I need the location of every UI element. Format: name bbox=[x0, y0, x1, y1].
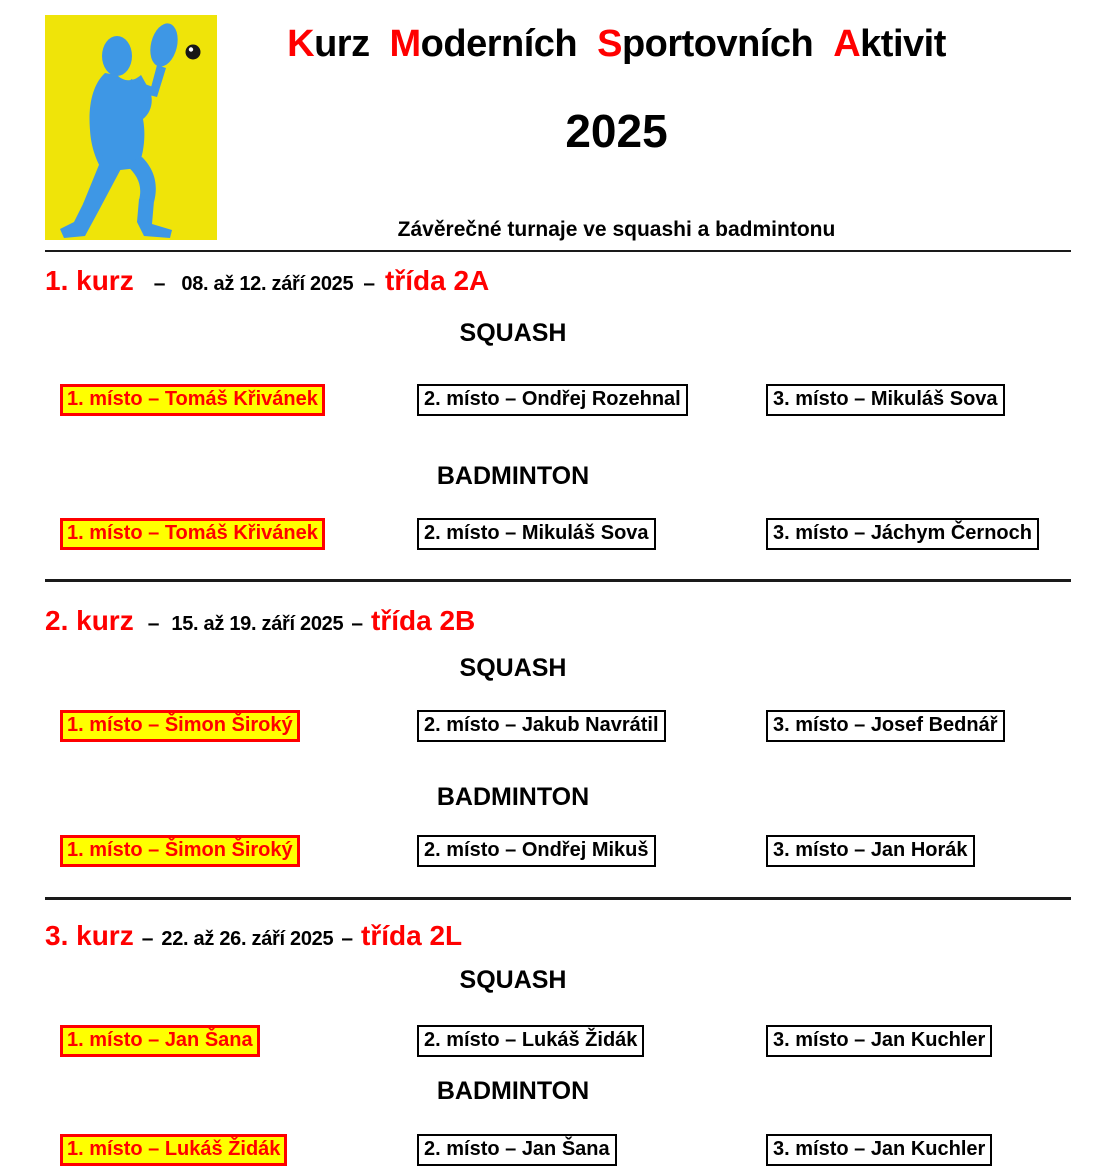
second-place-box: 2. místo – Ondřej Mikuš bbox=[417, 835, 656, 867]
results-row bbox=[45, 710, 1071, 742]
results-row bbox=[45, 1025, 1071, 1057]
course-number: 2. kurz bbox=[45, 605, 134, 636]
course-number: 1. kurz bbox=[45, 265, 134, 296]
course-dates: 08. až 12. září 2025 bbox=[181, 273, 354, 295]
year-heading: 2025 bbox=[565, 105, 668, 157]
third-place-box: 3. místo – Jan Horák bbox=[766, 835, 975, 867]
title-word bbox=[287, 23, 369, 65]
course-dates: 15. až 19. září 2025 bbox=[171, 613, 344, 635]
title-word bbox=[833, 23, 946, 65]
separator-line bbox=[45, 897, 1071, 900]
results-row bbox=[45, 384, 1071, 416]
tournament-title-squash: SQUASH bbox=[459, 319, 567, 347]
course-number: 3. kurz bbox=[45, 920, 134, 951]
results-row bbox=[45, 518, 1071, 550]
separator-line bbox=[45, 579, 1071, 582]
results-row bbox=[45, 1134, 1071, 1166]
squash-player-icon bbox=[45, 15, 217, 240]
course-section-3 bbox=[45, 920, 1071, 1174]
squash-ball-icon bbox=[186, 45, 201, 60]
results-row bbox=[45, 835, 1071, 867]
course-section-1 bbox=[45, 265, 1071, 579]
third-place-box: 3. místo – Jáchym Černoch bbox=[766, 518, 1039, 550]
title-rest: portovních bbox=[621, 23, 814, 65]
dash-separator: – bbox=[153, 272, 166, 295]
title-rest: urz bbox=[314, 23, 370, 65]
course-section-2 bbox=[45, 605, 1071, 897]
third-place-box: 3. místo – Jan Kuchler bbox=[766, 1025, 992, 1057]
course-header bbox=[45, 265, 1071, 297]
first-place-box: 1. místo – Šimon Široký bbox=[60, 835, 300, 867]
tournament-title-badminton: BADMINTON bbox=[436, 1077, 590, 1105]
second-place-box: 2. místo – Jakub Navrátil bbox=[417, 710, 666, 742]
tournament-title-badminton: BADMINTON bbox=[436, 783, 590, 811]
title-rest: ktivit bbox=[860, 23, 946, 65]
second-place-box: 2. místo – Ondřej Rozehnal bbox=[417, 384, 688, 416]
tournament-title-badminton: BADMINTON bbox=[436, 462, 590, 490]
second-place-box: 2. místo – Mikuláš Sova bbox=[417, 518, 656, 550]
first-place-box: 1. místo – Šimon Široký bbox=[60, 710, 300, 742]
third-place-box: 3. místo – Jan Kuchler bbox=[766, 1134, 992, 1166]
first-place-box: 1. místo – Lukáš Židák bbox=[60, 1134, 287, 1166]
course-dates: 22. až 26. září 2025 bbox=[161, 928, 334, 950]
title-initial: M bbox=[389, 23, 421, 65]
dash-separator: – bbox=[341, 927, 353, 950]
third-place-box: 3. místo – Josef Bednář bbox=[766, 710, 1005, 742]
third-place-box: 3. místo – Mikuláš Sova bbox=[766, 384, 1005, 416]
second-place-box: 2. místo – Lukáš Židák bbox=[417, 1025, 644, 1057]
class-label: třída 2B bbox=[371, 605, 476, 636]
masthead-text bbox=[217, 15, 1071, 242]
title-initial: K bbox=[287, 23, 315, 65]
dash-separator: – bbox=[363, 272, 375, 295]
title-word bbox=[390, 23, 578, 65]
course-header bbox=[45, 605, 1071, 637]
dash-separator: – bbox=[141, 927, 154, 950]
first-place-box: 1. místo – Jan Šana bbox=[60, 1025, 260, 1057]
separator-line bbox=[45, 250, 1071, 252]
dash-separator: – bbox=[351, 612, 363, 635]
first-place-box: 1. místo – Tomáš Křivánek bbox=[60, 518, 325, 550]
subtitle: Závěrečné turnaje ve squashi a badmintonu bbox=[397, 218, 836, 241]
title-initial: A bbox=[833, 23, 861, 65]
title-word bbox=[597, 23, 813, 65]
page-title bbox=[217, 23, 1016, 66]
first-place-box: 1. místo – Tomáš Křivánek bbox=[60, 384, 325, 416]
masthead bbox=[45, 0, 1071, 242]
class-label: třída 2A bbox=[385, 265, 490, 296]
tournament-title-squash: SQUASH bbox=[459, 966, 567, 994]
course-header bbox=[45, 920, 1071, 952]
squash-player-logo bbox=[45, 15, 217, 240]
second-place-box: 2. místo – Jan Šana bbox=[417, 1134, 617, 1166]
dash-separator: – bbox=[147, 612, 160, 635]
title-initial: S bbox=[597, 23, 622, 65]
title-rest: oderních bbox=[420, 23, 578, 65]
class-label: třída 2L bbox=[361, 920, 463, 951]
tournament-title-squash: SQUASH bbox=[459, 654, 567, 682]
